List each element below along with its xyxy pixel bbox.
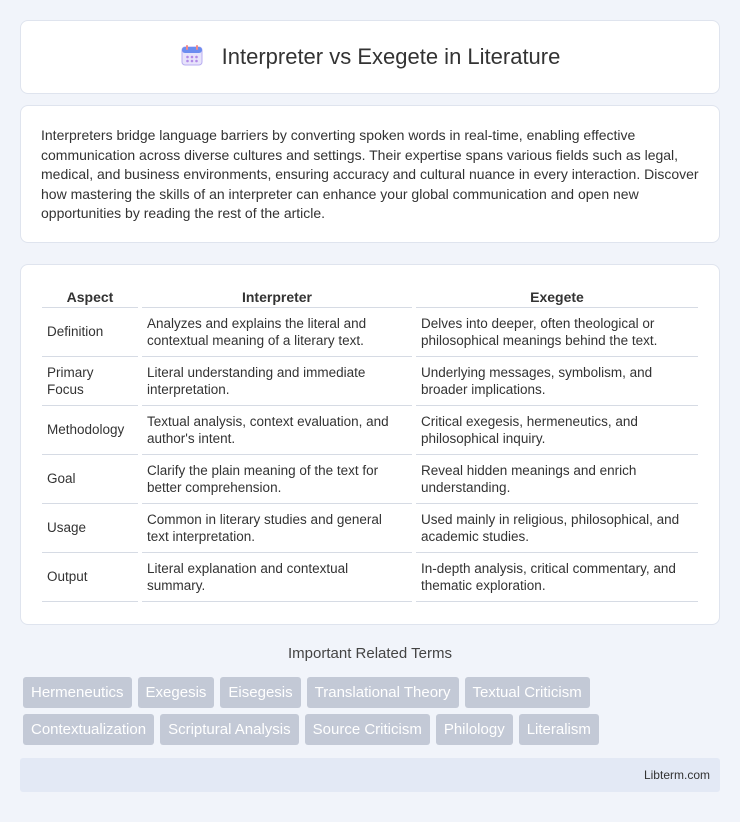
tag-eisegesis[interactable]: Eisegesis xyxy=(220,677,300,708)
cell-interpreter: Textual analysis, context evaluation, and author's intent. xyxy=(142,406,412,455)
cell-aspect: Output xyxy=(42,553,138,602)
cell-aspect: Goal xyxy=(42,455,138,504)
header-interpreter: Interpreter xyxy=(142,285,412,308)
cell-interpreter: Literal explanation and contextual summary. xyxy=(142,553,412,602)
footer-site-link[interactable]: Libterm.com xyxy=(643,768,710,782)
table-row xyxy=(42,406,698,455)
header-aspect: Aspect xyxy=(42,285,138,308)
cell-exegete: Critical exegesis, hermeneutics, and philosophical inquiry. xyxy=(416,406,698,455)
tag-philology[interactable]: Philology xyxy=(436,714,513,745)
cell-interpreter: Common in literary studies and general text interpretation. xyxy=(142,504,412,553)
header-exegete: Exegete xyxy=(416,285,698,308)
page-title: Interpreter vs Exegete in Literature xyxy=(221,44,561,69)
table-header-row xyxy=(42,285,698,308)
cell-aspect: Primary Focus xyxy=(42,357,138,406)
table-row xyxy=(42,455,698,504)
tag-exegesis[interactable]: Exegesis xyxy=(138,677,215,708)
table-row xyxy=(42,357,698,406)
cell-interpreter: Literal understanding and immediate interpretation. xyxy=(142,357,412,406)
title-card xyxy=(20,20,720,94)
cell-aspect: Usage xyxy=(42,504,138,553)
cell-exegete: Underlying messages, symbolism, and broader implications. xyxy=(416,357,698,406)
cell-exegete: Used mainly in religious, philosophical, and academic studies. xyxy=(416,504,698,553)
tag-hermeneutics[interactable]: Hermeneutics xyxy=(23,677,132,708)
cell-aspect: Methodology xyxy=(42,406,138,455)
table-row xyxy=(42,308,698,357)
comparison-card xyxy=(20,264,720,625)
cell-exegete: Delves into deeper, often theological or philosophical meanings behind the text. xyxy=(416,308,698,357)
tag-literalism[interactable]: Literalism xyxy=(519,714,599,745)
related-terms-title: Important Related Terms xyxy=(288,645,452,662)
tag-scriptural-analysis[interactable]: Scriptural Analysis xyxy=(160,714,299,745)
tag-translational-theory[interactable]: Translational Theory xyxy=(307,677,459,708)
tag-textual-criticism[interactable]: Textual Criticism xyxy=(465,677,590,708)
cell-exegete: In-depth analysis, critical commentary, and thematic exploration. xyxy=(416,553,698,602)
calendar-icon xyxy=(180,43,204,72)
cell-interpreter: Clarify the plain meaning of the text for better comprehension. xyxy=(142,455,412,504)
related-terms-row-2 xyxy=(23,714,723,745)
intro-text: Interpreters bridge language barriers by converting spoken words in real-time, enabling effective communication across diverse cultures and settings. Their expertise spans various fields such as legal, medical, and business environments, ensuring accuracy and cultural nuance in every interaction. Discover how mastering the skills of an interpreter can enhance your global communication and open new opportunities by reading the rest of the article. xyxy=(41,127,699,221)
comparison-table xyxy=(38,285,702,602)
related-terms-row-1 xyxy=(23,677,723,708)
intro-card xyxy=(20,105,720,243)
cell-aspect: Definition xyxy=(42,308,138,357)
tag-source-criticism[interactable]: Source Criticism xyxy=(305,714,430,745)
table-row xyxy=(42,504,698,553)
cell-exegete: Reveal hidden meanings and enrich understanding. xyxy=(416,455,698,504)
table-row xyxy=(42,553,698,602)
tag-contextualization[interactable]: Contextualization xyxy=(23,714,154,745)
cell-interpreter: Analyzes and explains the literal and contextual meaning of a literary text. xyxy=(142,308,412,357)
footer xyxy=(20,758,720,792)
